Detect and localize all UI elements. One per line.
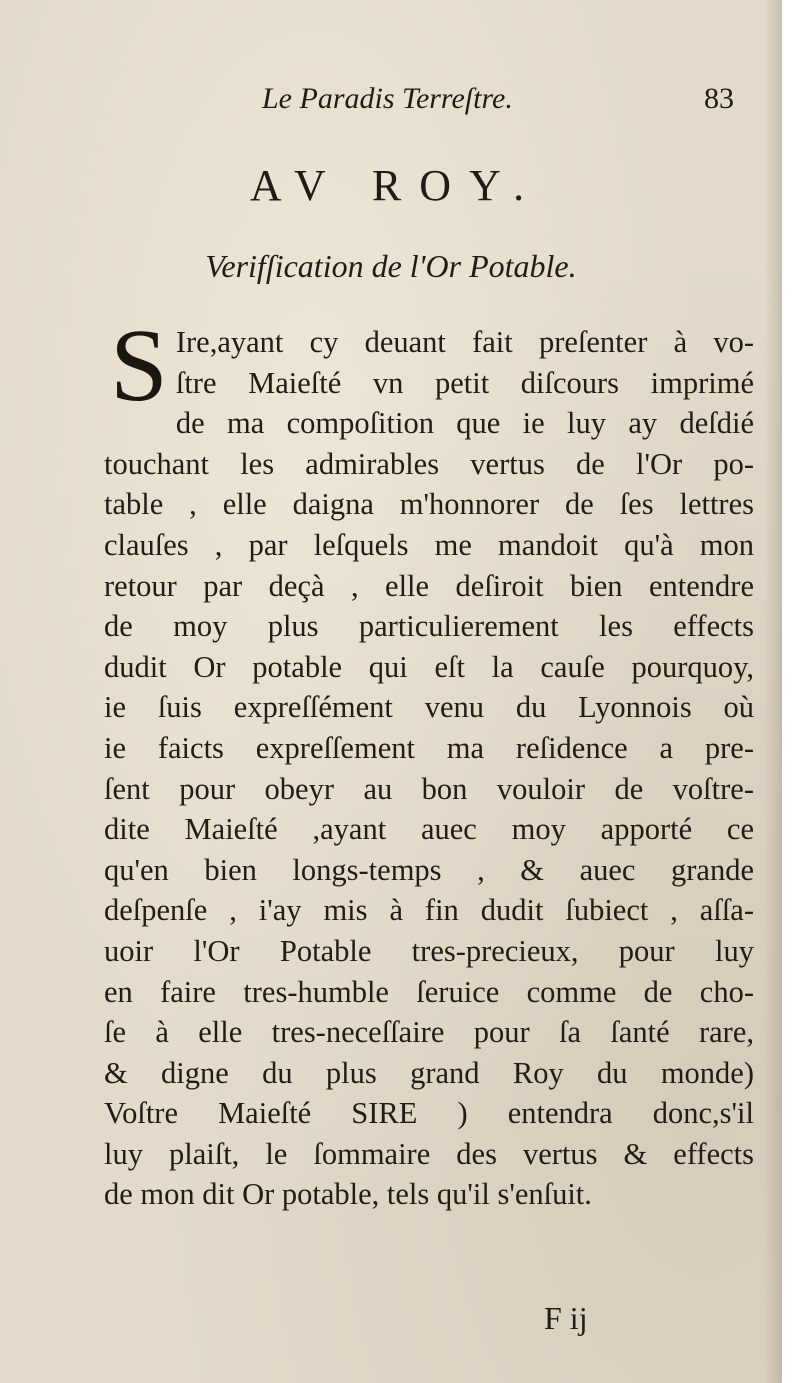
text-line: de ma compoſition que ie luy ay deſdié [175, 406, 754, 441]
text-line: uoir l'Or Potable tres-precieux, pour luy [104, 933, 754, 968]
text-line: deſpenſe , i'ay mis à fin dudit ſubiect , aſſa- [104, 893, 754, 928]
text-line: Ire,ayant cy deuant fait preſenter à vo- [175, 325, 754, 359]
text-line: clauſes , par leſquels me mandoit qu'à mon [104, 527, 754, 562]
page-number: 83 [704, 82, 734, 115]
text-line: de moy plus particulierement les effects [104, 609, 754, 644]
text-line: touchant les admirables vertus de l'Or po- [104, 446, 754, 481]
text-line: ſtre Maieſté vn petit diſcours imprimé [175, 365, 754, 400]
section-heading: AV ROY. [249, 161, 543, 210]
text-line: dite Maieſté ,ayant auec moy apporté ce [104, 812, 754, 847]
section-subheading: Verifſication de l'Or Potable. [205, 248, 577, 284]
text-line: luy plaiſt, le ſommaire des vertus & effects [104, 1136, 754, 1171]
text-line: en faire tres-humble ſeruice comme de cho- [104, 974, 754, 1009]
text-line: table , elle daigna m'honnorer de ſes lettres [104, 487, 754, 522]
text-line: Voſtre Maieſté SIRE ) entendra donc,s'il [104, 1096, 754, 1131]
text-line: ie faicts expreſſement ma reſidence a pre- [104, 730, 754, 765]
running-head: Le Paradis Terreſtre. [262, 82, 513, 115]
text-line: ie ſuis expreſſément venu du Lyonnois où [104, 690, 754, 725]
text-line: ſent pour obeyr au bon vouloir de voſtre- [104, 771, 754, 806]
body-text [104, 308, 754, 1215]
signature-mark: F ij [544, 1300, 588, 1336]
text-line: de mon dit Or potable, tels qu'il s'enſuit. [104, 1177, 592, 1212]
drop-cap-initial: S [110, 308, 168, 423]
text-line: qu'en bien longs-temps , & auec grande [104, 852, 754, 887]
text-line: & digne du plus grand Roy du monde) [104, 1055, 754, 1090]
text-line: ſe à elle tres-neceſſaire pour ſa ſanté rare, [104, 1015, 754, 1050]
text-line: dudit Or potable qui eſt la cauſe pourquoy, [104, 649, 754, 684]
text-line: retour par deçà , elle deſiroit bien entendre [104, 568, 754, 603]
